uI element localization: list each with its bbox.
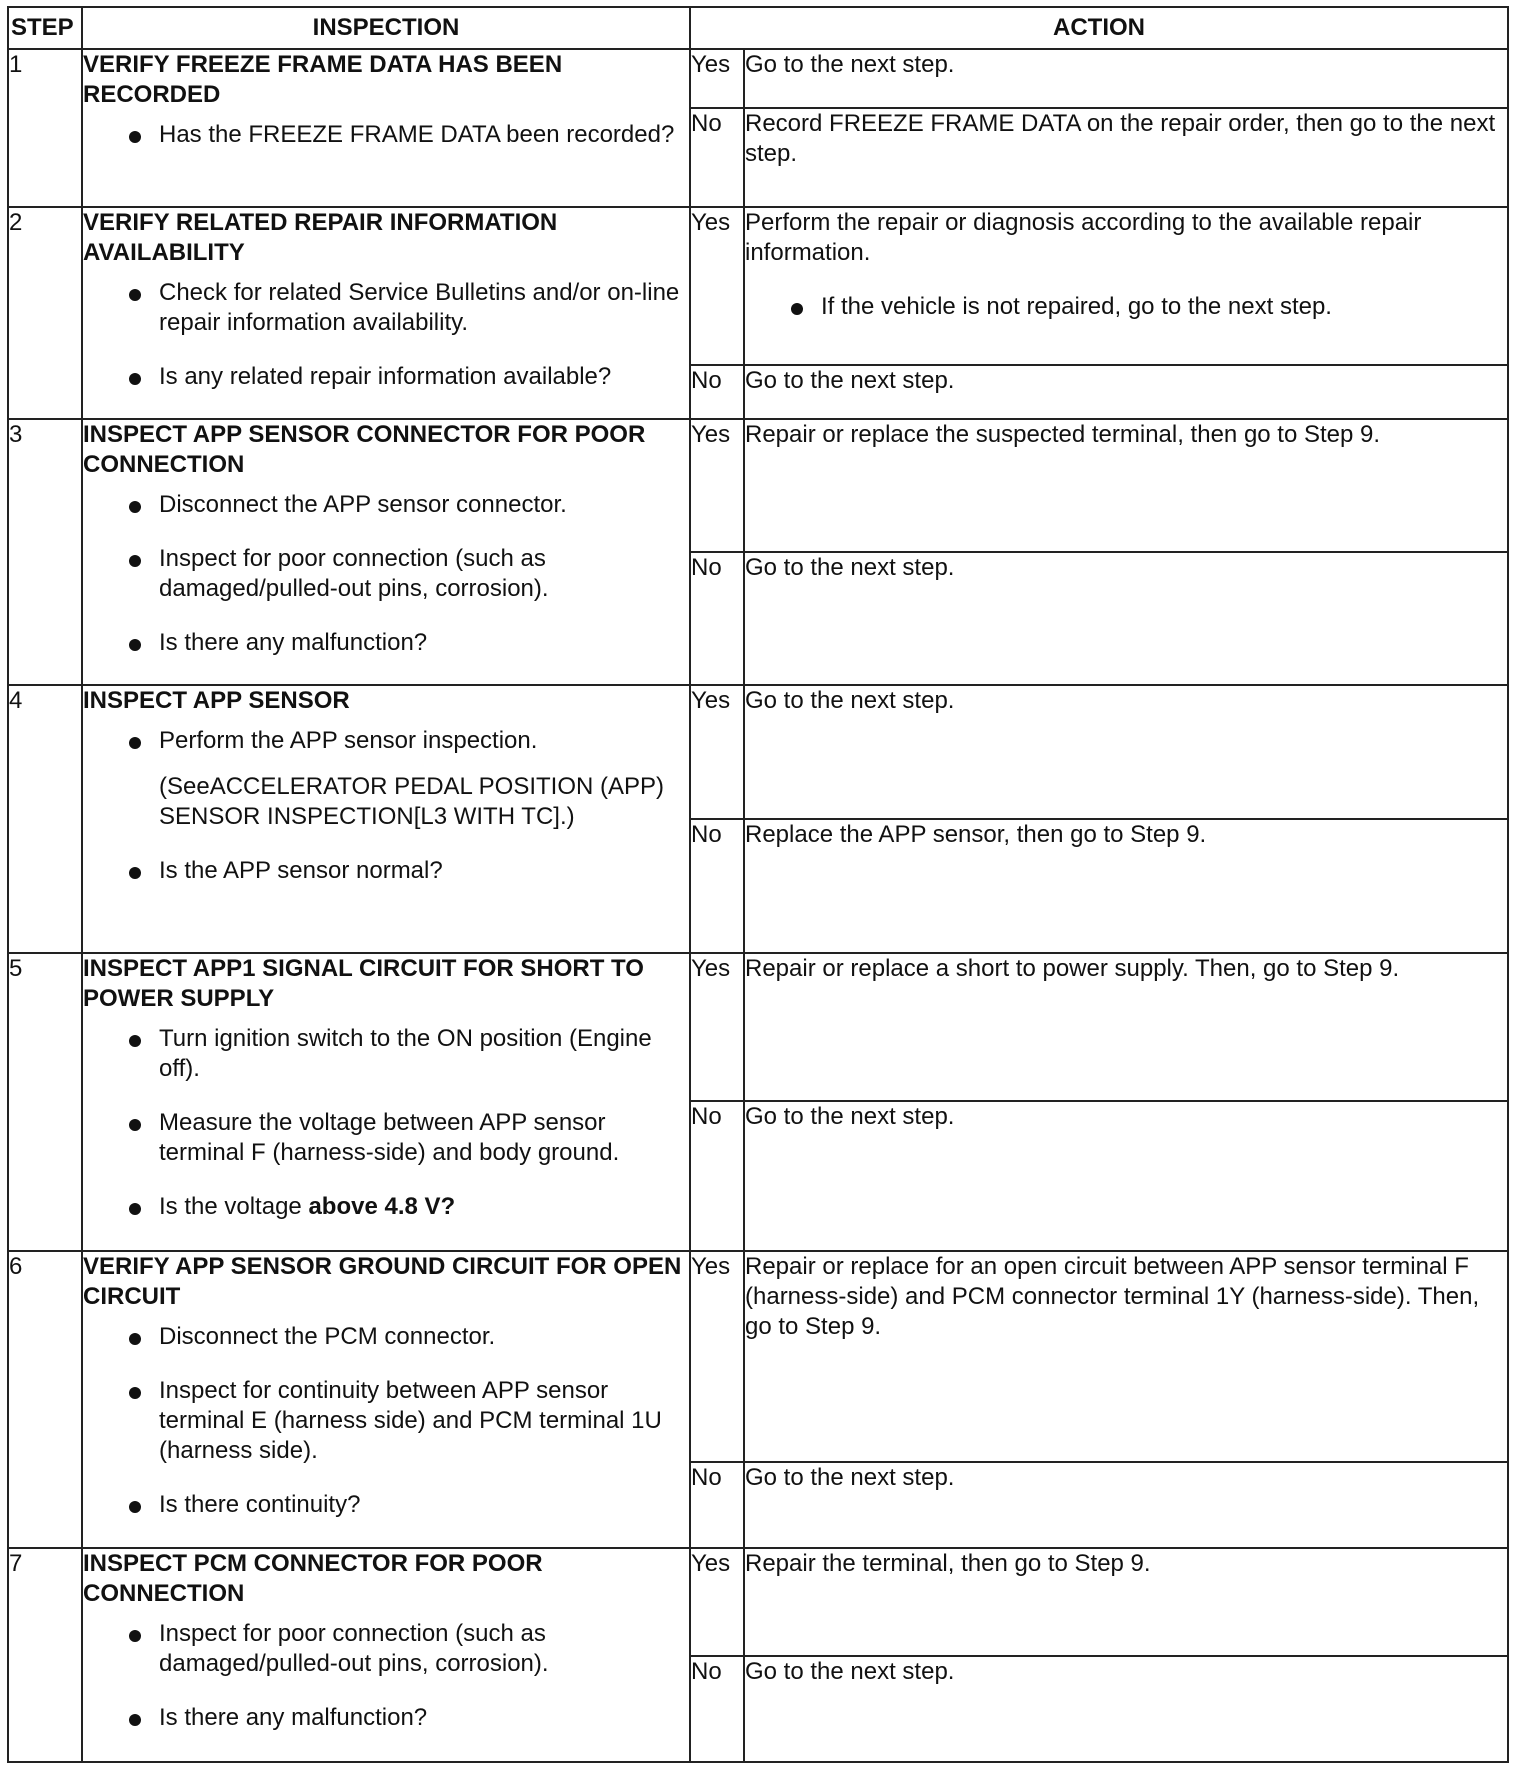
inspection-title: VERIFY RELATED REPAIR INFORMATION AVAILABILITY (83, 209, 558, 266)
no-action: Go to the next step. (744, 1462, 1508, 1548)
no-action: Go to the next step. (744, 552, 1508, 685)
no-label: No (690, 819, 744, 953)
inspection-title: VERIFY FREEZE FRAME DATA HAS BEEN RECORDED (83, 51, 563, 108)
inspection-list (83, 1322, 689, 1520)
no-label: No (690, 552, 744, 685)
no-label: No (690, 1656, 744, 1762)
step-number: 7 (8, 1548, 82, 1762)
step-number: 4 (8, 685, 82, 953)
table-row (8, 685, 1508, 819)
inspection-note: (SeeACCELERATOR PEDAL POSITION (APP) SENSOR INSPECTION[L3 WITH TC].) (159, 773, 665, 830)
yes-label: Yes (690, 685, 744, 819)
no-action: Record FREEZE FRAME DATA on the repair order, then go to the next step. (744, 108, 1508, 207)
inspection-cell (82, 49, 690, 207)
inspection-title: VERIFY APP SENSOR GROUND CIRCUIT FOR OPEN CIRCUIT (83, 1253, 682, 1310)
yes-action-cell (744, 207, 1508, 365)
inspection-list (83, 120, 689, 150)
inspection-list (83, 1024, 689, 1222)
inspection-list (83, 726, 689, 886)
inspection-item: Inspect for poor connection (such as damaged/pulled-out pins, corrosion). (83, 1619, 689, 1679)
yes-label: Yes (690, 1548, 744, 1656)
table-row (8, 1548, 1508, 1656)
step-number: 5 (8, 953, 82, 1251)
step-number: 6 (8, 1251, 82, 1548)
inspection-item-text: Is the voltage (159, 1193, 309, 1220)
yes-action: Repair or replace a short to power supply. Then, go to Step 9. (744, 953, 1508, 1101)
no-label: No (690, 1101, 744, 1251)
table-row (8, 49, 1508, 108)
table-row (8, 1251, 1508, 1462)
no-action: Go to the next step. (744, 1101, 1508, 1251)
table-row (8, 207, 1508, 365)
yes-action: Go to the next step. (744, 49, 1508, 108)
inspection-item (83, 1192, 689, 1222)
inspection-item: Is there continuity? (83, 1490, 689, 1520)
no-label: No (690, 1462, 744, 1548)
inspection-item: Has the FREEZE FRAME DATA been recorded? (83, 120, 689, 150)
inspection-item: Disconnect the APP sensor connector. (83, 490, 689, 520)
yes-label: Yes (690, 49, 744, 108)
inspection-item: Measure the voltage between APP sensor terminal F (harness-side) and body ground. (83, 1108, 689, 1168)
column-header-step: STEP (8, 7, 82, 49)
step-number: 3 (8, 419, 82, 685)
yes-action: Go to the next step. (744, 685, 1508, 819)
inspection-item: Turn ignition switch to the ON position (Engine off). (83, 1024, 689, 1084)
no-action: Go to the next step. (744, 365, 1508, 419)
inspection-item: Inspect for poor connection (such as damaged/pulled-out pins, corrosion). (83, 544, 689, 604)
inspection-item: Disconnect the PCM connector. (83, 1322, 689, 1352)
inspection-list (83, 1619, 689, 1733)
inspection-cell (82, 953, 690, 1251)
column-header-action: ACTION (690, 7, 1508, 49)
yes-action: Repair the terminal, then go to Step 9. (744, 1548, 1508, 1656)
inspection-list (83, 278, 689, 392)
inspection-cell (82, 685, 690, 953)
inspection-cell (82, 419, 690, 685)
column-header-inspection: INSPECTION (82, 7, 690, 49)
voltage-threshold: above 4.8 V? (308, 1193, 456, 1220)
no-action: Go to the next step. (744, 1656, 1508, 1762)
table-row (8, 953, 1508, 1101)
no-action: Replace the APP sensor, then go to Step 9. (744, 819, 1508, 953)
yes-action: Repair or replace for an open circuit between APP sensor terminal F (harness-side) and PCM connector terminal 1Y (harness-side). Then, go to Step 9. (744, 1251, 1508, 1462)
inspection-title: INSPECT APP SENSOR (83, 687, 350, 714)
yes-action: Repair or replace the suspected terminal, then go to Step 9. (744, 419, 1508, 552)
inspection-item: Is the APP sensor normal? (83, 856, 689, 886)
table-header-row (8, 7, 1508, 49)
yes-label: Yes (690, 207, 744, 365)
inspection-list (83, 490, 689, 658)
step-number: 1 (8, 49, 82, 207)
inspection-title: INSPECT APP SENSOR CONNECTOR FOR POOR CONNECTION (83, 421, 646, 478)
inspection-item: Perform the APP sensor inspection. (83, 726, 689, 756)
table-row (8, 419, 1508, 552)
yes-action-bullet: If the vehicle is not repaired, go to the next step. (745, 292, 1507, 322)
inspection-item: Check for related Service Bulletins and/or on-line repair information availability. (83, 278, 689, 338)
step-number: 2 (8, 207, 82, 419)
inspection-title: INSPECT PCM CONNECTOR FOR POOR CONNECTION (83, 1550, 543, 1607)
inspection-cell (82, 1548, 690, 1762)
inspection-item: Is there any malfunction? (83, 1703, 689, 1733)
inspection-cell (82, 1251, 690, 1548)
inspection-item: Is there any malfunction? (83, 628, 689, 658)
yes-label: Yes (690, 953, 744, 1101)
yes-label: Yes (690, 1251, 744, 1462)
inspection-item: Is any related repair information available? (83, 362, 689, 392)
no-label: No (690, 108, 744, 207)
inspection-title: INSPECT APP1 SIGNAL CIRCUIT FOR SHORT TO POWER SUPPLY (83, 955, 644, 1012)
inspection-item: Inspect for continuity between APP sensor terminal E (harness side) and PCM terminal 1U (harness side). (83, 1376, 689, 1466)
yes-label: Yes (690, 419, 744, 552)
inspection-cell (82, 207, 690, 419)
yes-action: Perform the repair or diagnosis according to the available repair information. (745, 209, 1422, 266)
diagnostic-procedure-table (7, 6, 1509, 1763)
no-label: No (690, 365, 744, 419)
